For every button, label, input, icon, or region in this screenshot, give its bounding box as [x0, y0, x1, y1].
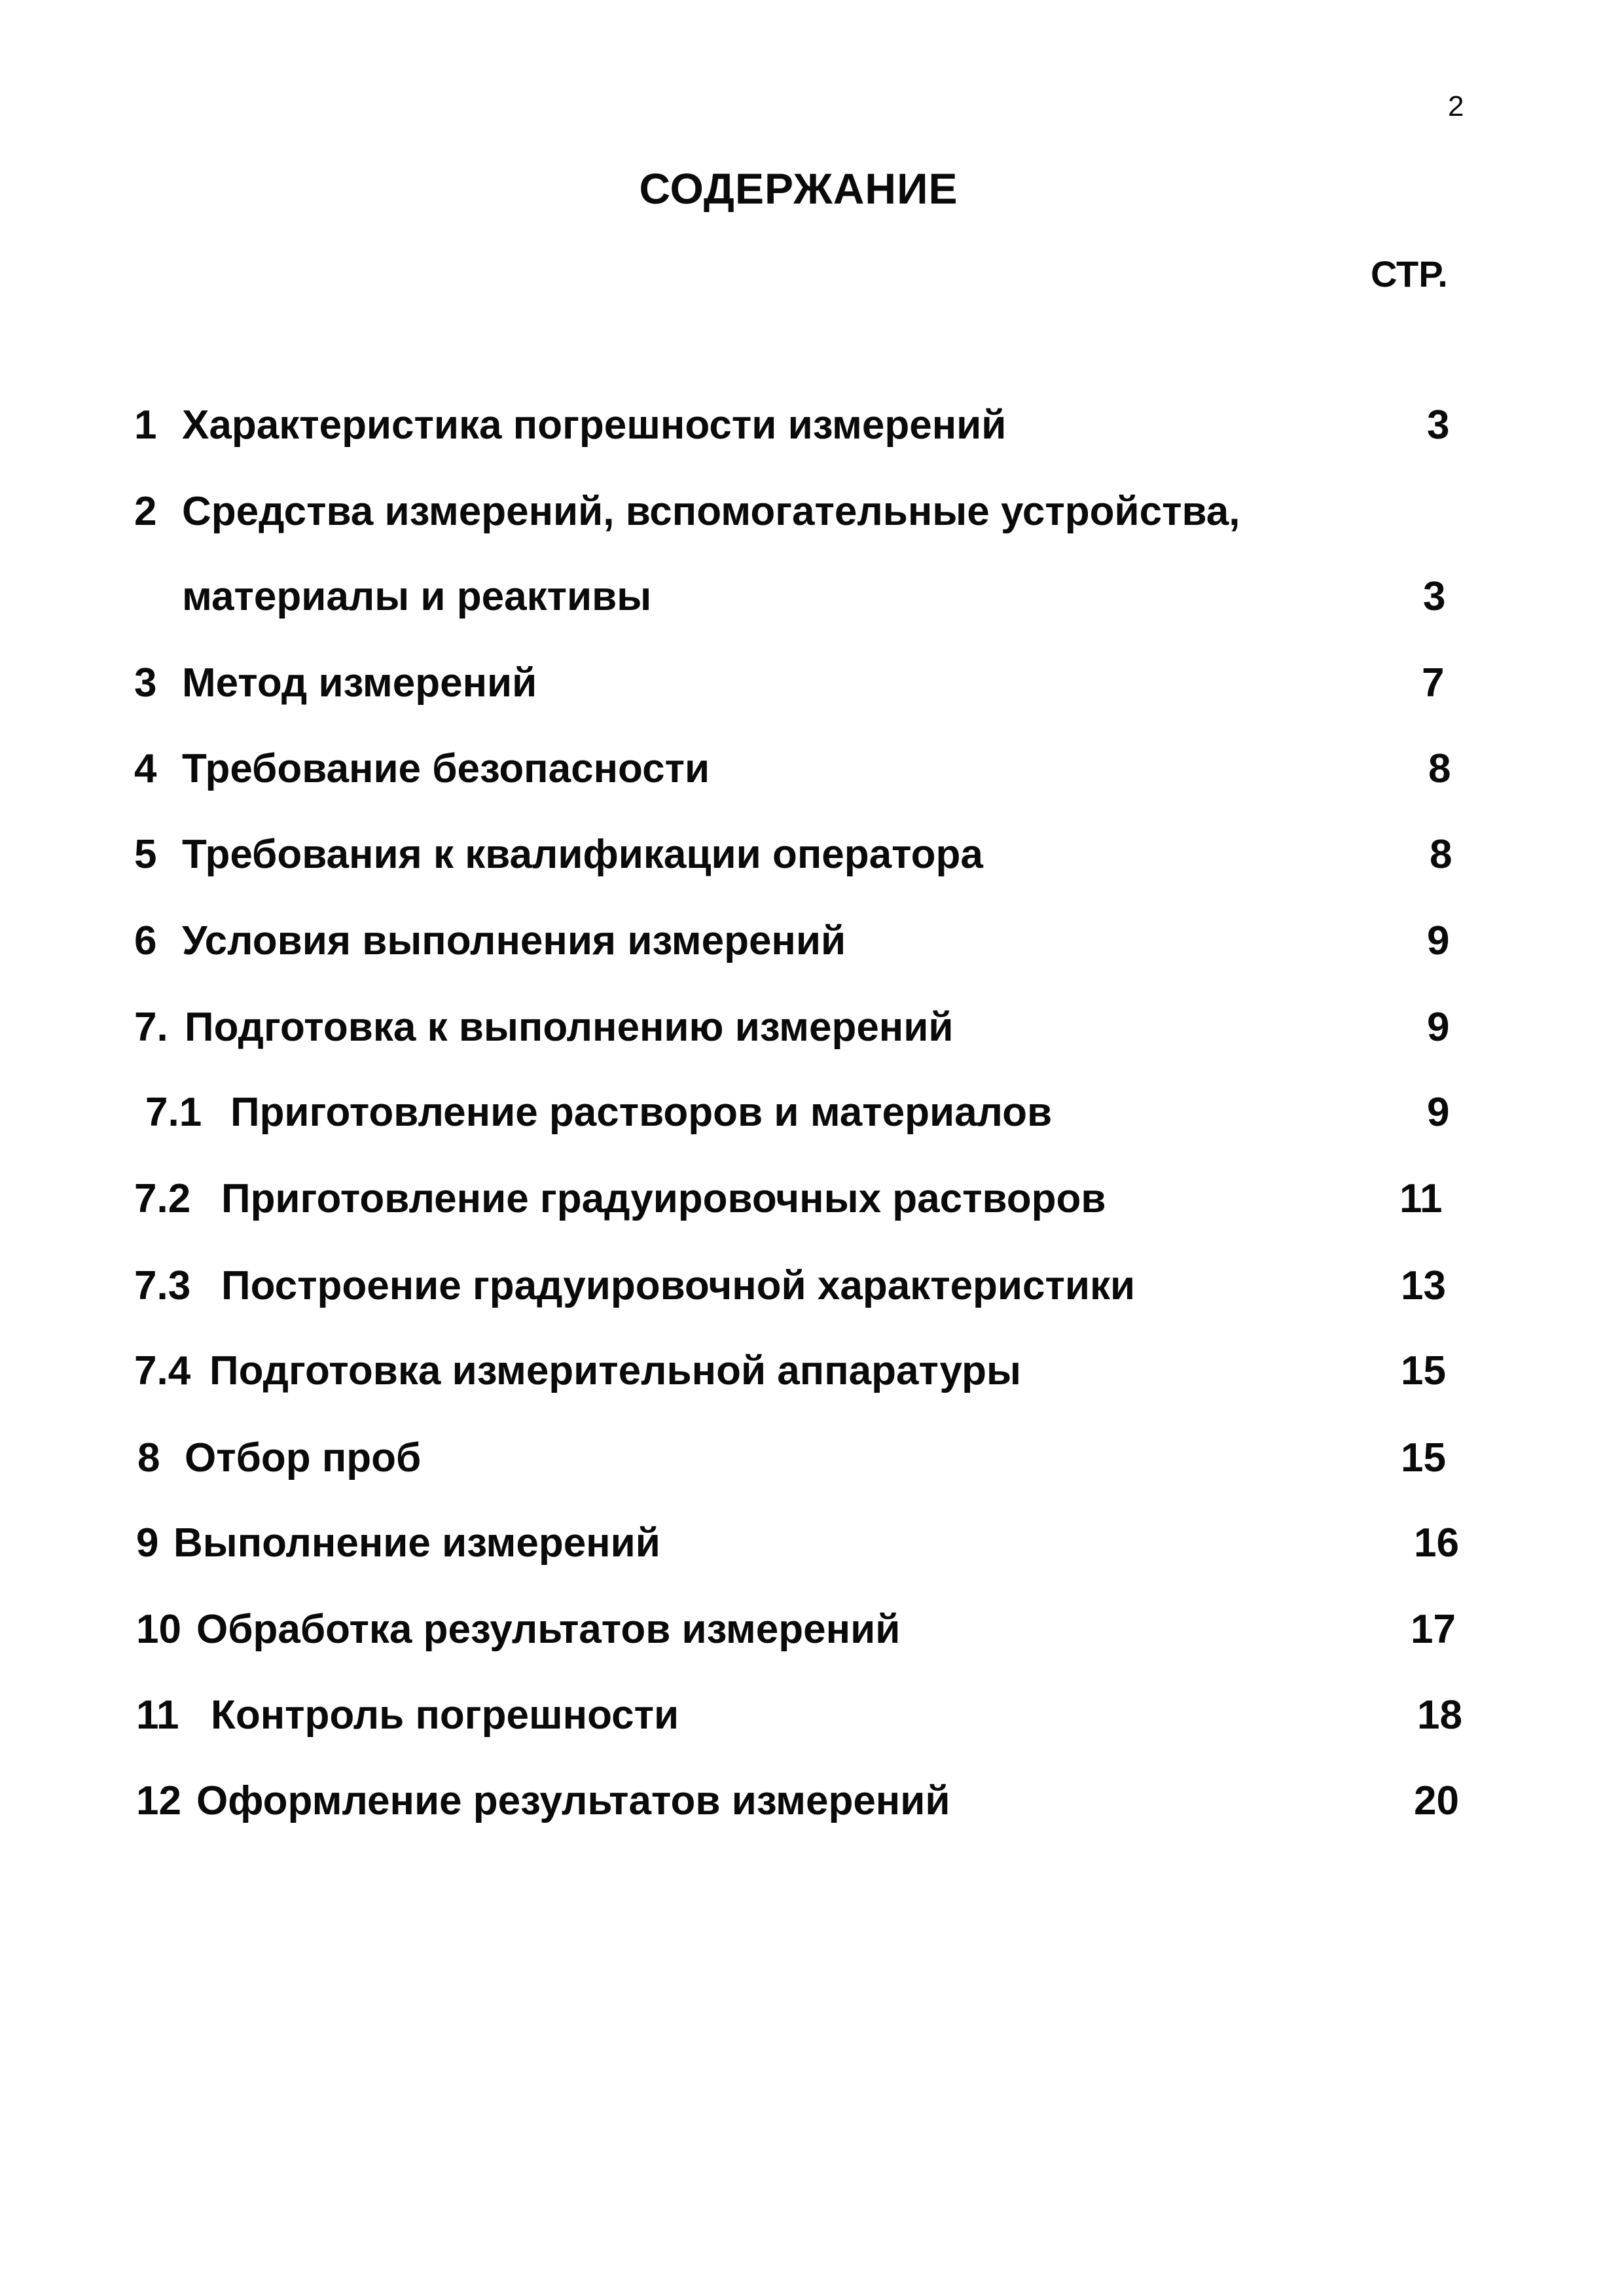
toc-entry-page: 18	[1417, 1693, 1462, 1738]
toc-entry-page: 3	[1427, 403, 1450, 448]
toc-entry-page: 7	[1422, 660, 1445, 706]
toc-entry-title: Выполнение измерений	[173, 1520, 660, 1566]
toc-entry-title: материалы и реактивы	[182, 574, 652, 619]
toc-entry-number: 4	[134, 746, 157, 791]
toc-entry-title: Подготовка измерительной аппаратуры	[209, 1348, 1021, 1393]
toc-entry-page: 3	[1423, 574, 1446, 619]
toc-entry-page: 16	[1414, 1520, 1459, 1566]
page-column-label: СТР.	[1371, 253, 1448, 295]
page-title: СОДЕРЖАНИЕ	[639, 164, 958, 213]
toc-entry-number: 11	[136, 1693, 179, 1738]
toc-entry-page: 8	[1430, 832, 1453, 877]
toc-entry-title: Средства измерений, вспомогательные устройства,	[182, 489, 1240, 534]
toc-entry-page: 11	[1399, 1176, 1443, 1221]
toc-entry-number: 7.2	[134, 1176, 191, 1221]
toc-entry-number: 1	[134, 403, 157, 448]
toc-entry-title: Оформление результатов измерений	[196, 1778, 950, 1823]
toc-entry-number: 5	[134, 832, 157, 877]
toc-entry-page: 9	[1427, 918, 1450, 963]
toc-entry-title: Обработка результатов измерений	[196, 1607, 901, 1652]
toc-entry-number: 7.	[134, 1005, 168, 1050]
toc-entry-page: 17	[1411, 1607, 1456, 1652]
toc-entry-title: Приготовление градуировочных растворов	[221, 1176, 1106, 1221]
toc-entry-page: 8	[1428, 746, 1451, 791]
toc-entry-page: 15	[1401, 1435, 1446, 1480]
toc-entry-number: 10	[136, 1607, 181, 1652]
toc-entry-title: Контроль погрешности	[211, 1693, 679, 1738]
toc-entry-title: Подготовка к выполнению измерений	[185, 1005, 954, 1050]
toc-entry-title: Условия выполнения измерений	[182, 918, 846, 963]
toc-entry-number: 3	[134, 660, 157, 706]
toc-entry-page: 15	[1401, 1348, 1446, 1393]
toc-entry-page: 9	[1427, 1005, 1450, 1050]
toc-entry-title: Требования к квалификации оператора	[182, 832, 983, 877]
toc-entry-title: Характеристика погрешности измерений	[182, 403, 1007, 448]
toc-entry-page: 9	[1427, 1090, 1450, 1135]
toc-entry-number: 9	[136, 1520, 159, 1566]
toc-entry-page: 20	[1414, 1778, 1459, 1823]
toc-entry-number: 7.4	[134, 1348, 191, 1393]
toc-entry-title: Приготовление растворов и материалов	[230, 1090, 1053, 1135]
toc-entry-title: Требование безопасности	[182, 746, 710, 791]
toc-entry-number: 6	[134, 918, 157, 963]
toc-entry-page: 13	[1401, 1263, 1446, 1308]
toc-entry-number: 7.1	[145, 1090, 202, 1135]
toc-entry-title: Метод измерений	[182, 660, 537, 706]
toc-entry-number: 7.3	[134, 1263, 191, 1308]
toc-entry-number: 2	[134, 489, 157, 534]
toc-entry-title: Построение градуировочной характеристики	[221, 1263, 1136, 1308]
toc-entry-number: 8	[137, 1435, 160, 1480]
page-number: 2	[1448, 90, 1464, 122]
toc-entry-number: 12	[136, 1778, 181, 1823]
toc-entry-title: Отбор проб	[185, 1435, 422, 1480]
